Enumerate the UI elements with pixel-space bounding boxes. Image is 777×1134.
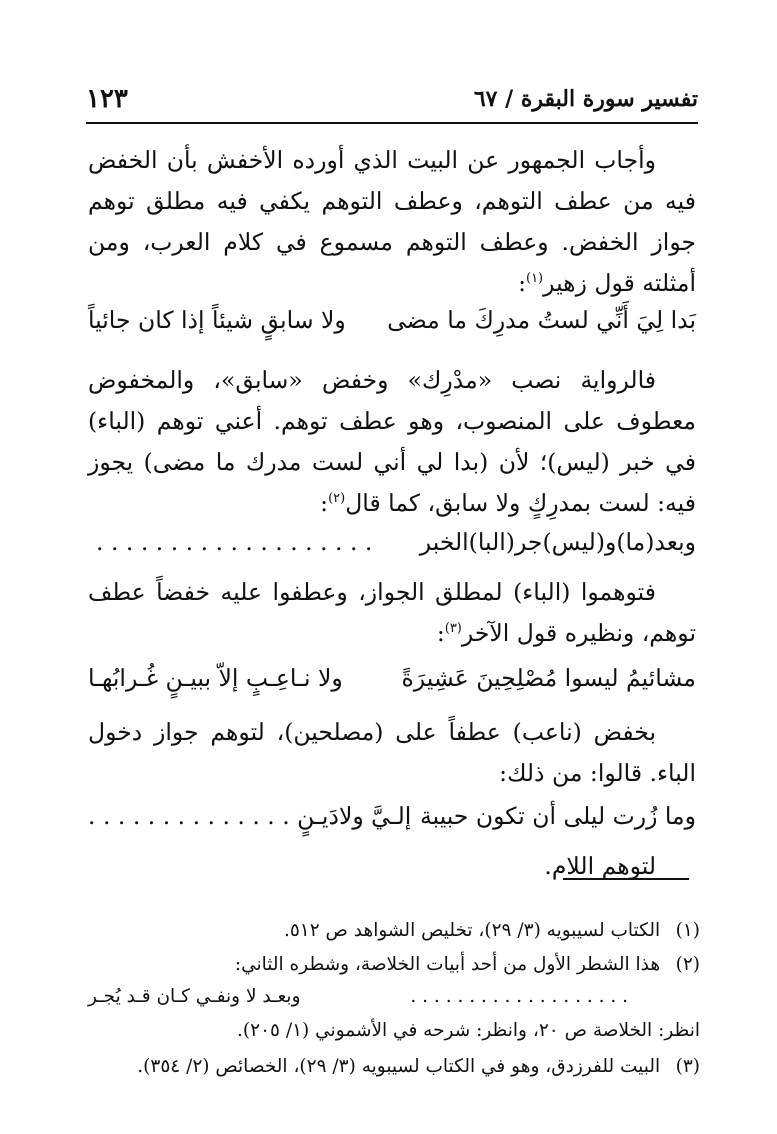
running-title: تفسير سورة البقرة / ٦٧ xyxy=(473,86,698,112)
paragraph-5: لتوهم اللام. xyxy=(544,852,656,880)
footnote-2-text: هذا الشطر الأول من أحد أبيات الخلاصة، وشطره الثاني: xyxy=(234,954,661,975)
footnote-2-continuation-text: انظر: الخلاصة ص ٢٠، وانظر: شرحه في الأشموني (١/ ٢٠٥). xyxy=(237,1020,700,1041)
footnote-2 xyxy=(88,950,700,980)
verse-1-first-hemistich: بَدا لِيَ أَنِّي لستُ مدرِكَ ما مضى xyxy=(387,306,696,334)
footnote-ref-1: (١) xyxy=(525,271,544,287)
footnote-rule xyxy=(563,878,689,880)
verse-4 xyxy=(88,802,696,842)
verse-2 xyxy=(88,528,696,568)
footnote-2-verse xyxy=(88,986,648,1016)
verse-4-second-hemistich: إلـيَّ ولادَيـنٍ . . . . . . . . . . . . . . xyxy=(88,802,412,830)
verse-3 xyxy=(88,664,696,704)
paragraph-3-colon: : xyxy=(436,619,445,647)
footnote-ref-2: (٢) xyxy=(328,491,346,507)
footnote-3-text: البيت للفرزدق، وهو في الكتاب لسيبويه (٣/ ٢٩)، الخصائص (٢/ ٣٥٤). xyxy=(137,1056,661,1077)
footnote-2-verse-ellipsis: . . . . . . . . . . . . . . . . . . . xyxy=(410,986,628,1007)
paragraph-2-text: فالرواية نصب «مدْرِك» وخفض «سابق»، والمخفوض معطوف على المنصوب، وهو عطف توهم. أعني توهم (الباء) في خبر (ليس)؛ لأن (بدا لي أني لست مدرك ما مضى) يجوز فيه: لست بمدرِكٍ ولا سابق، كما قال xyxy=(88,366,696,517)
page-number: ١٢٣ xyxy=(86,84,128,114)
footnote-1-number: (١) xyxy=(675,920,700,941)
verse-3-first-hemistich: مشائيمُ ليسوا مُصْلِحِينَ عَشِيرَةً xyxy=(401,664,696,692)
paragraph-3-text: فتوهموا (الباء) لمطلق الجواز، وعطفوا عليه خفضاً عطف توهم، ونظيره قول الآخر xyxy=(88,578,696,647)
paragraph-2 xyxy=(88,360,696,524)
footnote-1 xyxy=(88,916,700,946)
verse-2-ellipsis: . . . . . . . . . . . . . . . . . . . xyxy=(96,528,373,556)
footnote-2-number: (٢) xyxy=(675,954,700,975)
verse-1-second-hemistich: ولا سابقٍ شيئاً إذا كان جائياً xyxy=(88,306,346,334)
verse-2-first-hemistich: وبعد(ما)و(ليس)جر(البا)الخبر xyxy=(419,528,696,556)
footnote-3-number: (٣) xyxy=(675,1056,700,1077)
running-head xyxy=(86,84,698,118)
verse-3-second-hemistich: ولا نـاعِـبٍ إلاّ ببيـنٍ غُـرابُهـا xyxy=(88,664,343,692)
footnote-1-text: الكتاب لسيبويه (٣/ ٢٩)، تخليص الشواهد ص ٥١٢. xyxy=(283,920,661,941)
footnote-ref-3: (٣) xyxy=(444,621,462,637)
footnote-2-verse-second-hemistich: وبعـد لا ونفـي كـان قـد يُجـر xyxy=(88,986,301,1007)
header-rule xyxy=(86,122,698,124)
footnote-3 xyxy=(88,1052,700,1082)
paragraph-1 xyxy=(88,140,696,304)
paragraph-1-colon: : xyxy=(518,269,526,297)
verse-1 xyxy=(88,306,696,346)
paragraph-1-text: وأجاب الجمهور عن البيت الذي أورده الأخفش بأن الخفض فيه من عطف التوهم، وعطف التوهم يكفي فيه مطلق توهم جواز الخفض. وعطف التوهم مسموع في كلام العرب، ومن أمثلته قول زهير xyxy=(88,146,696,297)
footnote-2-continuation xyxy=(88,1016,700,1046)
paragraph-4: بخفض (ناعب) عطفاً على (مصلحين)، لتوهم جواز دخول الباء. قالوا: من ذلك: xyxy=(88,718,696,787)
paragraph-3 xyxy=(88,572,696,654)
verse-4-first-hemistich: وما زُرت ليلى أن تكون حبيبة xyxy=(420,802,696,830)
paragraph-2-colon: : xyxy=(320,489,329,517)
